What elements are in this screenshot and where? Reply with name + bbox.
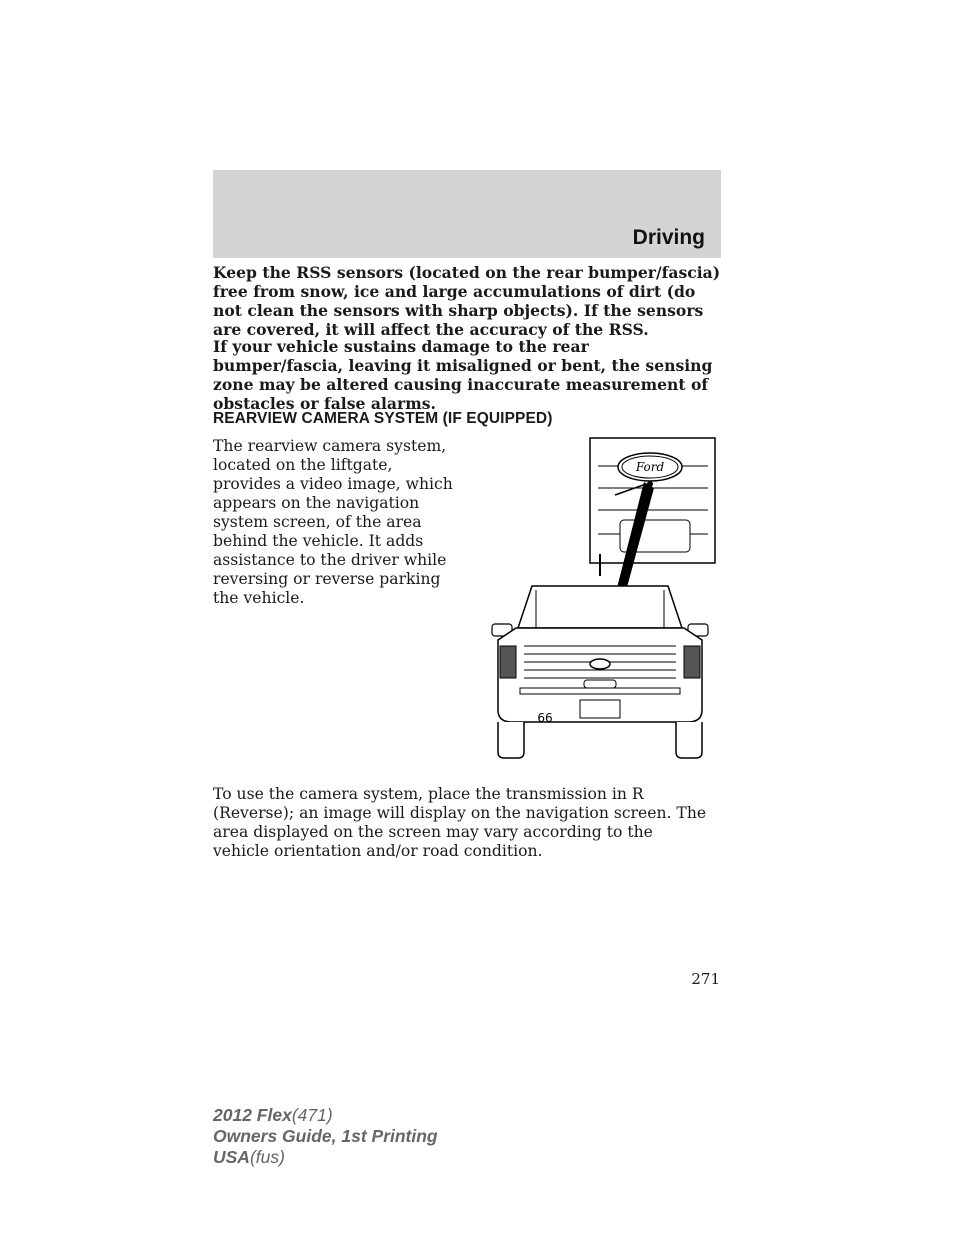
camera-use-paragraph: To use the camera system, place the transmission in R (Reverse); an image will display on the navigation screen. The area displayed on the screen may vary according to the vehicle orientation and/or road condition. bbox=[213, 785, 707, 860]
plate-text: 66 bbox=[537, 711, 553, 725]
camera-detail-inset bbox=[590, 438, 715, 563]
page-number: 271 bbox=[691, 970, 720, 988]
rss-damage-paragraph: If your vehicle sustains damage to the rear bumper/fascia, leaving it misaligned or bent, the sensing zone may be altered causing inaccurate measurement of obstacles or false alarms. bbox=[213, 337, 713, 413]
footer-market-code: (fus) bbox=[249, 1147, 285, 1167]
rearview-camera-illustration bbox=[480, 430, 720, 760]
footer-market: USA bbox=[213, 1147, 250, 1167]
document-footer bbox=[213, 1105, 438, 1168]
rearview-camera-heading: REARVIEW CAMERA SYSTEM (IF EQUIPPED) bbox=[213, 410, 553, 427]
footer-model-code: (471) bbox=[291, 1105, 333, 1125]
rss-sensors-paragraph: Keep the RSS sensors (located on the rear bumper/fascia) free from snow, ice and large accumulations of dirt (do not clean the sensors with sharp objects). If the sensors are covered, it will affect the accuracy of the RSS. bbox=[213, 263, 721, 339]
section-header-band bbox=[213, 170, 721, 258]
footer-model: 2012 Flex bbox=[213, 1105, 292, 1125]
camera-intro-paragraph: The rearview camera system, located on the liftgate, provides a video image, which appears on the navigation system screen, of the area behind the vehicle. It adds assistance to the driver while reversing or reverse parking the vehicle. bbox=[213, 437, 453, 607]
footer-guide: Owners Guide, 1st Printing bbox=[213, 1126, 438, 1146]
section-title: Driving bbox=[632, 226, 705, 249]
ford-badge-text: Ford bbox=[635, 460, 665, 474]
vehicle-rear-view bbox=[492, 554, 708, 758]
